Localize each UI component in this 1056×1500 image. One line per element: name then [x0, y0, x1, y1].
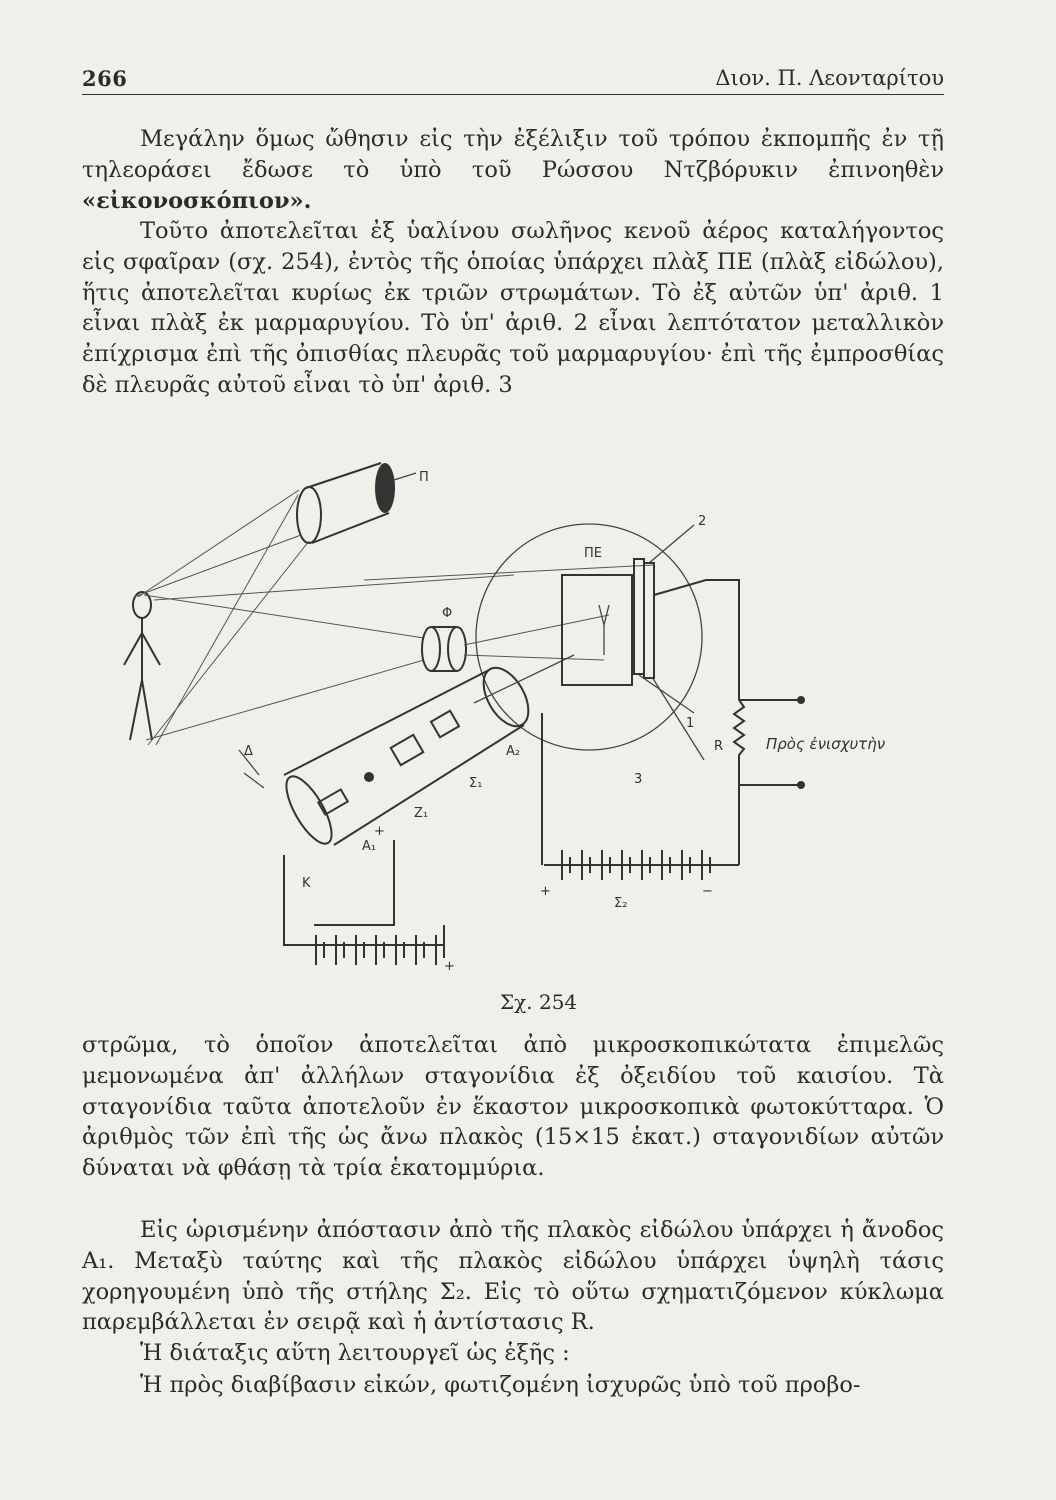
label-to-amplifier: Πρὸς ἐνισχυτὴν	[766, 735, 886, 753]
label-plate: ΠΕ	[584, 546, 602, 561]
label-plus-sigma1: +	[444, 959, 455, 974]
label-deflector: Δ	[244, 744, 253, 759]
paragraph-text: Ἡ πρὸς διαβίβασιν εἰκών, φωτιζομένη ἰσχυρῶς ὑπὸ τοῦ προβο-	[140, 1372, 861, 1398]
person-figure	[124, 592, 160, 740]
paragraph-tube-description	[82, 216, 944, 401]
label-lens: Φ	[442, 606, 453, 621]
figure-iconoscope-diagram	[94, 455, 954, 1030]
label-projector: Π	[419, 470, 429, 485]
paragraph-text: Εἰς ὡρισμένην ἀπόστασιν ἀπὸ τῆς πλακὸς εἰδώλου ὑπάρχει ἡ ἄνοδος Α₁. Μεταξὺ ταύτης καὶ τῆς πλακὸς εἰδώλου ὑπάρχει ὑψηλὴ τάσις χορηγουμένη ὑπὸ τῆς στήλης Σ₂. Εἰς τὸ οὕτω σχηματιζόμενον κύκλωμα παρεμβάλλεται ἐν σειρᾷ καὶ ἡ ἀντίστασις R.	[82, 1217, 944, 1336]
paragraph-operation-intro	[82, 1338, 944, 1369]
paragraph-cesium-layer	[82, 1030, 944, 1184]
running-head: Διον. Π. Λεονταρίτου	[715, 66, 944, 90]
label-sigma2: Σ₂	[614, 896, 628, 911]
label-sigma1: Σ₁	[469, 776, 483, 791]
label-anode2: Α₂	[506, 744, 521, 759]
paragraph-text: στρῶμα, τὸ ὁποῖον ἀποτελεῖται ἀπὸ μικροσκοπικώτατα ἐπιμελῶς μεμονωμένα ἀπ' ἀλλήλων σταγονίδια ἐξ ὀξειδίου τοῦ καισίου. Τὰ σταγονίδια ταῦτα ἀποτελοῦν ἐν ἕκαστον μικροσκοπικὰ φωτοκύτταρα. Ὁ ἀριθμὸς τῶν ἐπὶ τῆς ὡς ἄνω πλακὸς (15×15 ἑκατ.) σταγονιδίων αὐτῶν δύναται νὰ φθάσῃ τὰ τρία ἑκατομμύρια.	[82, 1032, 944, 1182]
label-plus-anode: +	[374, 824, 385, 839]
paragraph-operation-start	[82, 1370, 944, 1401]
circuit	[239, 580, 805, 965]
projector	[297, 463, 416, 543]
figure-caption: Σχ. 254	[500, 990, 578, 1014]
paragraph-text: Τοῦτο ἀποτελεῖται ἐξ ὑαλίνου σωλῆνος κενοῦ ἀέρος καταλήγοντος εἰς σφαῖραν (σχ. 254), ἐντὸς τῆς ὁποίας ὑπάρχει πλὰξ ΠΕ (πλὰξ εἰδώλου), ἥτις ἀποτελεῖται κυρίως ἐκ τριῶν στρωμάτων. Τὸ ἐξ αὐτῶν ὑπ' ἀριθ. 1 εἶναι πλὰξ ἐκ μαρμαρυγίου. Τὸ ὑπ' ἀριθ. 2 εἶναι λεπτότατον μεταλλικὸν ἐπίχρισμα ἐπὶ τῆς ὀπισθίας πλευρᾶς τοῦ μαρμαρυγίου· ἐπὶ τῆς ἐμπροσθίας δὲ πλευρᾶς αὐτοῦ εἶναι τὸ ὑπ' ἀριθ. 3	[82, 218, 944, 398]
paragraph-anode-circuit	[82, 1215, 944, 1338]
diagram-svg	[94, 455, 954, 1030]
label-plus-sigma2: +	[540, 884, 551, 899]
label-z1: Ζ₁	[414, 806, 429, 821]
label-layer3: 3	[634, 772, 643, 787]
label-cathode: Κ	[302, 876, 311, 891]
label-resistor: R	[714, 739, 724, 754]
page-number: 266	[82, 66, 128, 91]
label-anode1: Α₁	[362, 839, 377, 854]
battery-sigma1	[316, 935, 444, 965]
lens	[422, 627, 466, 671]
label-minus-sigma2: −	[702, 884, 713, 899]
paragraph-text: Ἡ διάταξις αὕτη λειτουργεῖ ὡς ἑξῆς :	[140, 1340, 570, 1366]
paragraph-text: Μεγάλην ὅμως ὤθησιν εἰς τὴν ἐξέλιξιν τοῦ τρόπου ἐκπομπῆς ἐν τῇ τηλεοράσει ἔδωσε τὸ ὑπὸ τοῦ Ρώσσου Ντζβόρυκιν ἐπινοηθὲν	[82, 126, 944, 183]
label-layer2: 2	[698, 514, 707, 529]
page-header	[82, 62, 944, 95]
label-layer1: 1	[686, 716, 695, 731]
bold-term: «εἰκονοσκόπιον».	[82, 187, 312, 214]
paragraph-iconoscope-intro	[82, 124, 944, 216]
